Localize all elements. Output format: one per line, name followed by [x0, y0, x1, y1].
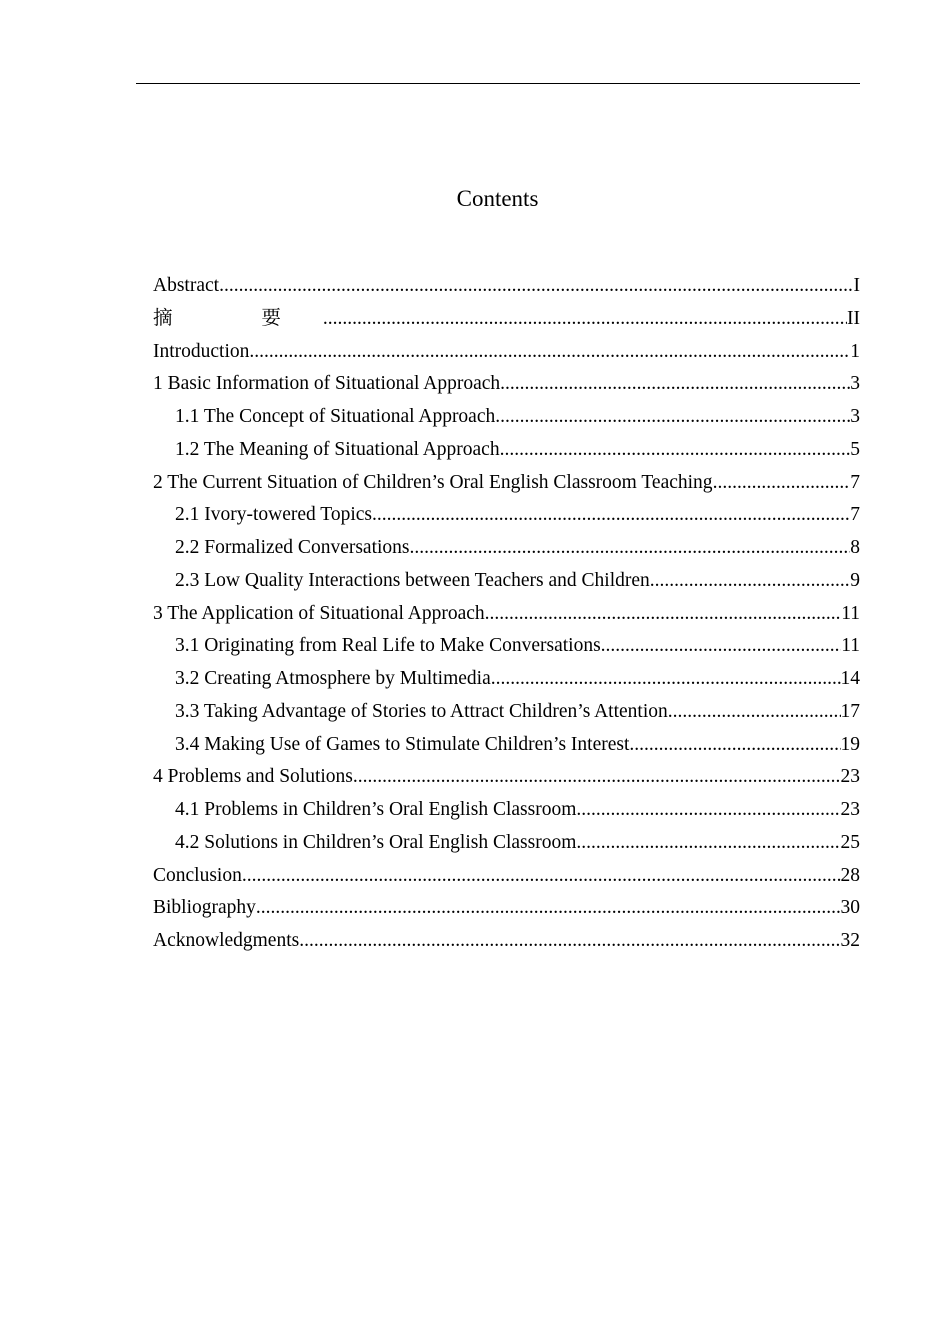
- toc-leader-dots: [299, 925, 840, 958]
- toc-entry-page-number: 32: [840, 930, 860, 951]
- toc-entry[interactable]: [153, 532, 860, 565]
- toc-leader-dots: [249, 336, 850, 369]
- toc-entry[interactable]: [153, 860, 860, 893]
- toc-entry[interactable]: [153, 434, 860, 467]
- toc-entry-title: 1.2 The Meaning of Situational Approach: [175, 438, 500, 460]
- toc-entry-page-number: 23: [840, 766, 860, 788]
- toc-entry-title: 3 The Application of Situational Approach: [153, 602, 485, 624]
- toc-entry[interactable]: [153, 401, 860, 434]
- toc-leader-dots: [242, 860, 841, 893]
- toc-entry[interactable]: [153, 794, 860, 827]
- toc-entry-page-number: 5: [850, 438, 860, 460]
- toc-leader-dots: [650, 565, 850, 598]
- toc-entry[interactable]: [153, 336, 860, 369]
- toc-entry[interactable]: [153, 630, 860, 663]
- toc-entry-title: 1 Basic Information of Situational Approach: [153, 373, 501, 395]
- toc-entry-title: Bibliography: [153, 897, 256, 919]
- toc-leader-dots: [713, 467, 851, 500]
- toc-entry-title: 4.2 Solutions in Children’s Oral English Classroom: [175, 831, 577, 853]
- toc-entry-title: 摘 要: [153, 307, 323, 329]
- toc-entry[interactable]: [153, 827, 860, 860]
- toc-leader-dots: [485, 598, 842, 631]
- toc-entry-page-number: 19: [840, 733, 860, 755]
- toc-entry[interactable]: [153, 499, 860, 532]
- toc-entry-title: 3.3 Taking Advantage of Stories to Attract Children’s Attention: [175, 700, 668, 722]
- toc-leader-dots: [410, 532, 851, 565]
- toc-entry-title: Introduction: [153, 340, 250, 362]
- toc-entry-title: 1.1 The Concept of Situational Approach: [175, 406, 496, 427]
- toc-entry[interactable]: [153, 892, 860, 925]
- table-of-contents: [153, 270, 860, 958]
- toc-entry[interactable]: [153, 368, 860, 401]
- toc-entry[interactable]: [153, 696, 860, 729]
- toc-leader-dots: [491, 663, 841, 696]
- toc-leader-dots: [668, 696, 841, 729]
- toc-leader-dots: [500, 368, 850, 401]
- toc-leader-dots: [495, 401, 850, 434]
- toc-entry-title: 3.1 Originating from Real Life to Make Conversations: [175, 635, 601, 657]
- toc-entry-page-number: 11: [841, 635, 860, 657]
- toc-entry-page-number: 9: [850, 569, 860, 591]
- toc-entry[interactable]: [153, 565, 860, 598]
- toc-leader-dots: [500, 434, 851, 467]
- toc-entry-title: 2.2 Formalized Conversations: [175, 537, 410, 558]
- toc-entry-title: 4.1 Problems in Children’s Oral English Classroom: [175, 799, 577, 820]
- toc-entry-page-number: 11: [841, 602, 860, 624]
- toc-leader-dots: [219, 270, 853, 303]
- toc-leader-dots: [372, 499, 850, 532]
- toc-entry-title: Abstract: [153, 275, 220, 296]
- toc-leader-dots: [353, 761, 841, 794]
- toc-entry[interactable]: [153, 729, 860, 762]
- toc-leader-dots: [323, 303, 847, 336]
- toc-entry-page-number: 3: [850, 373, 860, 395]
- toc-entry-title: Conclusion: [153, 864, 242, 886]
- toc-entry-page-number: 23: [840, 799, 860, 820]
- header-rule: [136, 83, 860, 84]
- toc-entry-page-number: 7: [850, 471, 860, 493]
- toc-entry-title: Acknowledgments: [153, 930, 300, 951]
- toc-entry-page-number: II: [847, 307, 860, 329]
- toc-entry[interactable]: [153, 761, 860, 794]
- toc-entry-page-number: 14: [840, 668, 860, 689]
- toc-entry[interactable]: [153, 467, 860, 500]
- toc-entry-page-number: 3: [850, 406, 860, 427]
- toc-entry[interactable]: [153, 925, 860, 958]
- toc-leader-dots: [256, 892, 841, 925]
- toc-leader-dots: [629, 729, 840, 762]
- page-title: Contents: [456, 186, 539, 211]
- toc-entry-page-number: 30: [840, 897, 860, 919]
- toc-entry[interactable]: [153, 663, 860, 696]
- toc-entry-page-number: 17: [840, 700, 860, 722]
- toc-entry[interactable]: [153, 598, 860, 631]
- toc-entry-title: 2 The Current Situation of Children’s Oral English Classroom Teaching: [153, 471, 713, 493]
- toc-entry[interactable]: [153, 270, 860, 303]
- toc-leader-dots: [576, 794, 840, 827]
- toc-entry-title: 2.3 Low Quality Interactions between Teachers and Children: [175, 569, 650, 591]
- toc-entry-title: 4 Problems and Solutions: [153, 766, 353, 788]
- toc-entry-title: 2.1 Ivory-towered Topics: [175, 504, 373, 526]
- toc-leader-dots: [576, 827, 840, 860]
- toc-entry-title: 3.4 Making Use of Games to Stimulate Children’s Interest: [175, 733, 630, 755]
- toc-entry-page-number: 25: [840, 831, 860, 853]
- toc-leader-dots: [601, 630, 842, 663]
- toc-entry-page-number: 28: [840, 864, 860, 886]
- toc-entry-page-number: I: [853, 275, 860, 296]
- toc-entry-page-number: 8: [850, 537, 860, 558]
- toc-entry[interactable]: [153, 303, 860, 336]
- toc-entry-page-number: 7: [850, 504, 860, 526]
- toc-entry-page-number: 1: [850, 340, 860, 362]
- toc-entry-title: 3.2 Creating Atmosphere by Multimedia: [175, 668, 491, 689]
